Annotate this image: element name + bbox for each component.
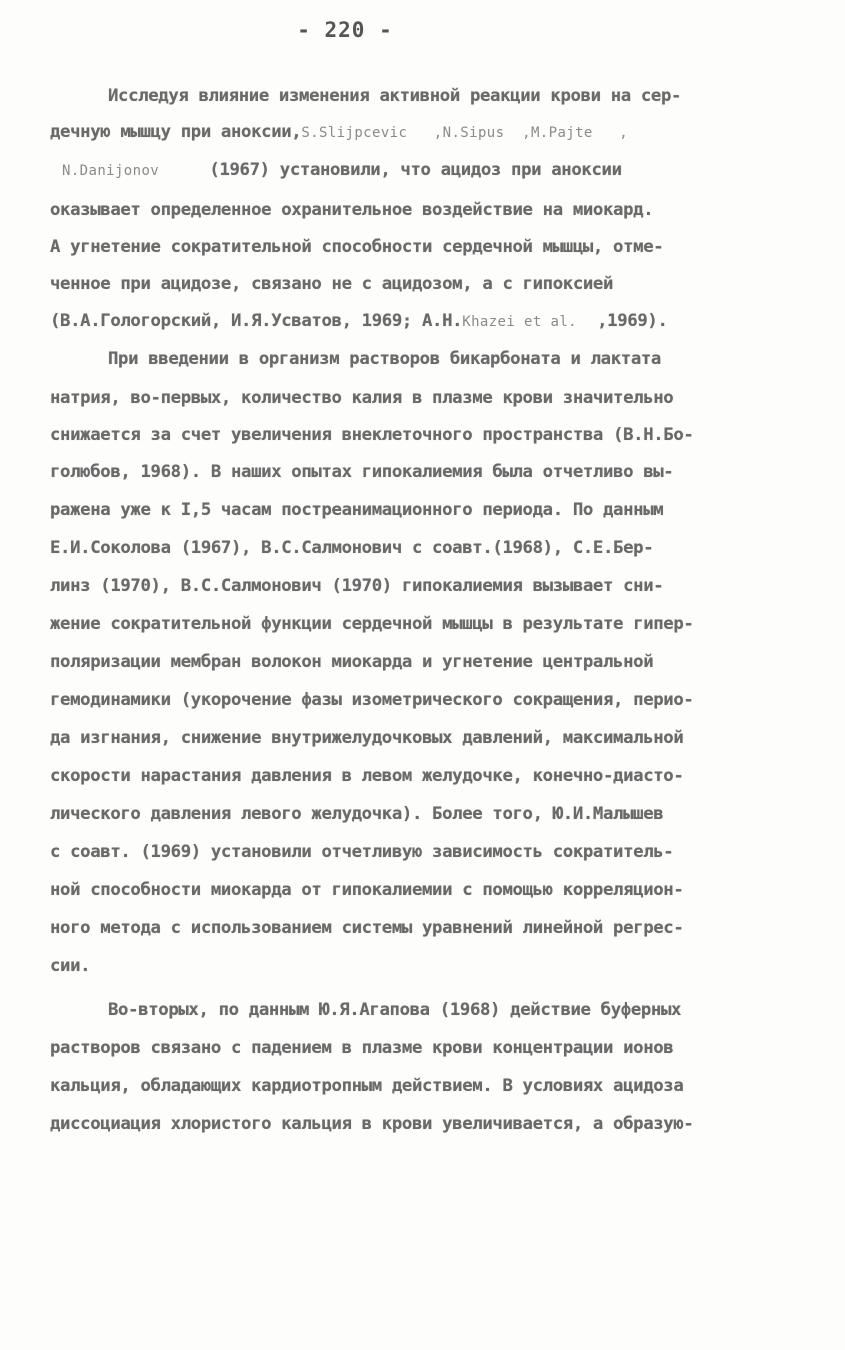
author-name-latin: N.Sipus xyxy=(442,125,505,141)
text-line: дечную мышцу при аноксии,S.Slijpcevic ,N.Sipus ,M.Pajte , xyxy=(50,122,629,142)
author-name-latin: M.Pajte xyxy=(530,125,593,141)
author-name-latin: Khazei et al. xyxy=(462,314,578,330)
text-line: растворов связано с падением в плазме крови концентрации ионов xyxy=(50,1038,674,1058)
text-line: кальция, обладающих кардиотропным действием. В условиях ацидоза xyxy=(50,1076,684,1096)
text-line: ной способности миокарда от гипокалиемии с помощью корреляцион- xyxy=(50,880,684,900)
text-line: (В.А.Гологорский, И.Я.Усватов, 1969; А.Н.Khazei et al. ,1969). xyxy=(50,311,668,331)
text-line: Исследуя влияние изменения активной реакции крови на сер- xyxy=(108,86,682,106)
author-name-latin: N.Danijonov xyxy=(62,163,160,179)
text-line: ного метода с использованием системы уравнений линейной регрес- xyxy=(50,918,684,938)
text-line: голюбов, 1968). В наших опытах гипокалиемия была отчетливо вы- xyxy=(50,462,674,482)
page-number: - 220 - xyxy=(297,18,393,42)
text-line: жение сократительной функции сердечной мышцы в результате гипер- xyxy=(50,614,694,634)
text-line: снижается за счет увеличения внеклеточного пространства (В.Н.Бо- xyxy=(50,425,694,445)
text-line: скорости нарастания давления в левом желудочке, конечно-диасто- xyxy=(50,766,684,786)
text-line: линз (1970), В.С.Салмонович (1970) гипокалиемия вызывает сни- xyxy=(50,576,664,596)
text-line: При введении в организм растворов бикарбоната и лактата xyxy=(108,349,661,369)
text-line: А угнетение сократительной способности сердечной мышцы, отме- xyxy=(50,237,664,257)
text-line: гемодинамики (укорочение фазы изометрического сокращения, перио- xyxy=(50,690,694,710)
text-line: ражена уже к I,5 часам постреанимационного периода. По данным xyxy=(50,500,664,520)
text-line: лического давления левого желудочка). Более того, Ю.И.Малышев xyxy=(50,804,664,824)
text-line: Е.И.Соколова (1967), В.С.Салмонович с соавт.(1968), С.Е.Бер- xyxy=(50,538,654,558)
author-name-latin: S.Slijpcevic xyxy=(301,125,408,141)
text-line: натрия, во-первых, количество калия в плазме крови значительно xyxy=(50,388,674,408)
text-line: с соавт. (1969) установили отчетливую зависимость сократитель- xyxy=(50,842,674,862)
text-line: N.Danijonov (1967) установили, что ацидоз при аноксии xyxy=(62,160,622,180)
text-line: Во-вторых, по данным Ю.Я.Агапова (1968) действие буферных xyxy=(108,1000,682,1020)
text-line: сии. xyxy=(50,956,91,976)
text-line: поляризации мембран волокон миокарда и угнетение центральной xyxy=(50,652,654,672)
text-line: ченное при ацидозе, связано не с ацидозом, а с гипоксией xyxy=(50,274,614,294)
text-line: оказывает определенное охранительное воздействие на миокард. xyxy=(50,200,654,220)
text-line: да изгнания, снижение внутрижелудочковых давлений, максимальной xyxy=(50,728,684,748)
text-line: диссоциация хлористого кальция в крови увеличивается, а образую- xyxy=(50,1114,694,1134)
